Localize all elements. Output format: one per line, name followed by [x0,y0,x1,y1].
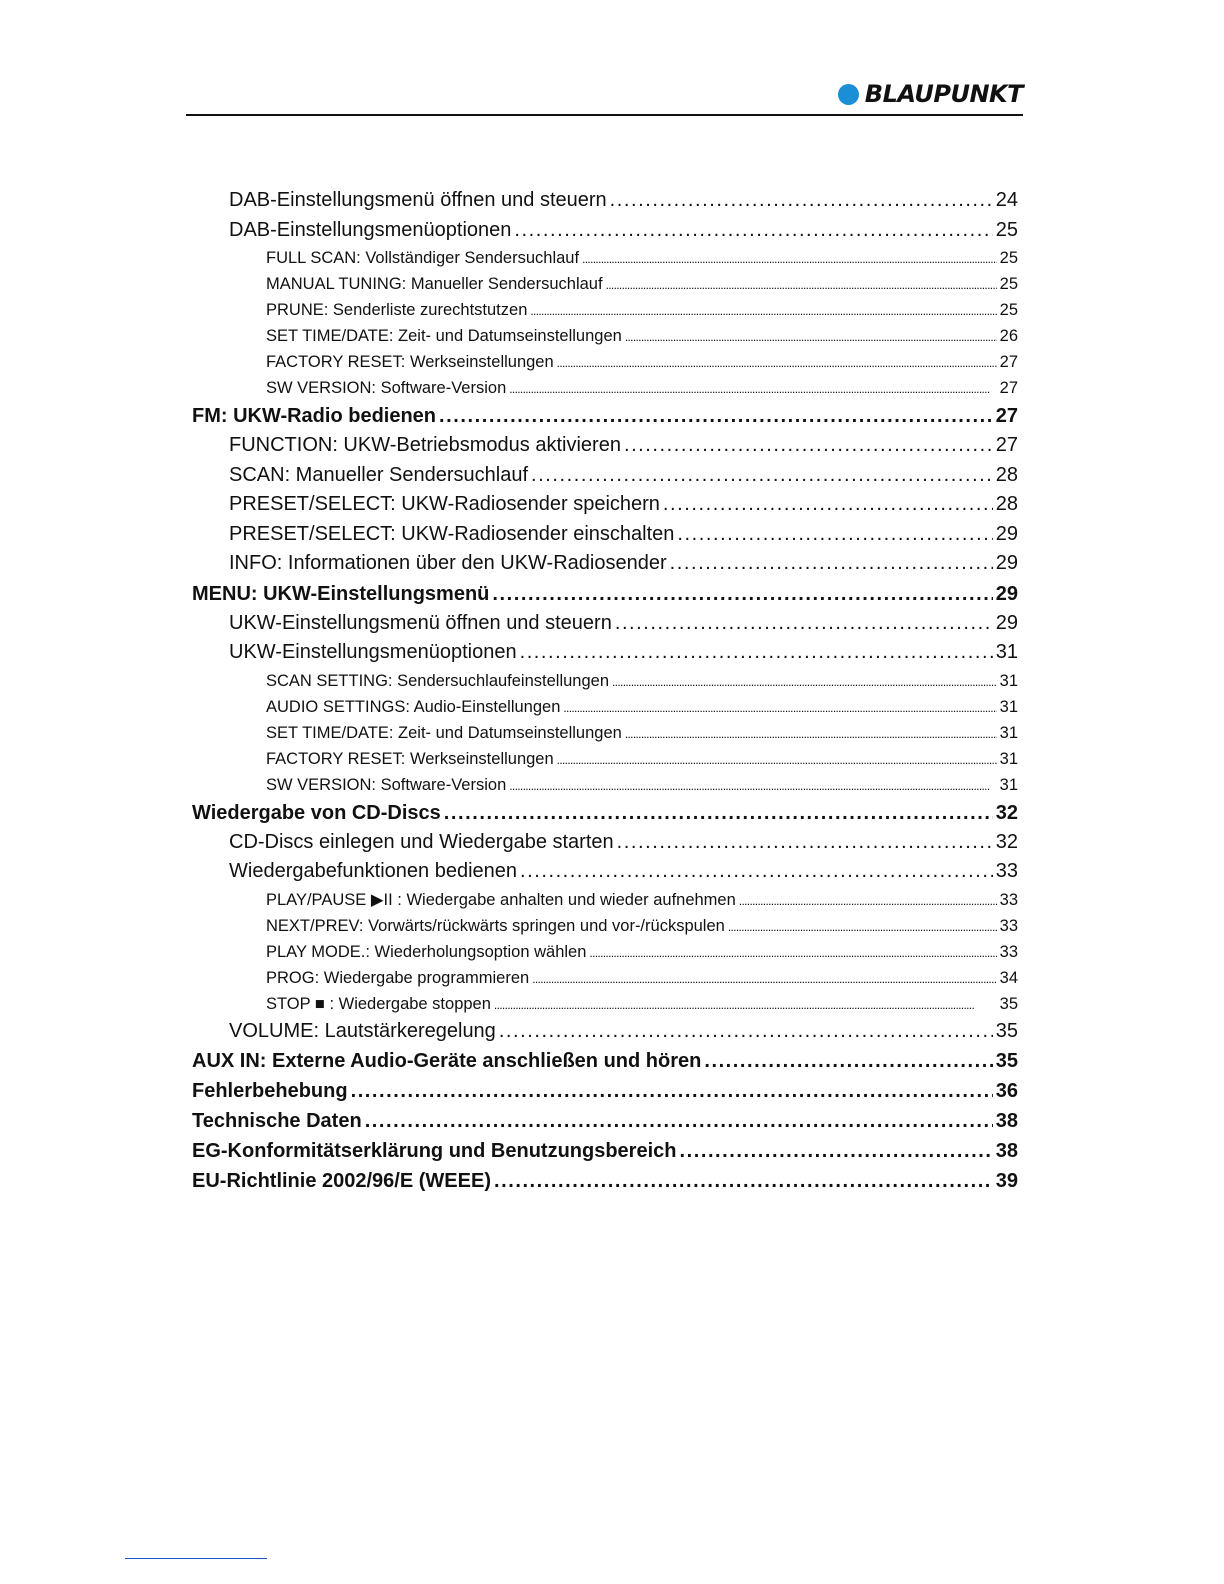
toc-entry[interactable] [192,887,1018,913]
toc-entry[interactable] [192,1166,1018,1196]
toc-leader-dots [351,1076,993,1106]
toc-entry[interactable] [192,1076,1018,1106]
brand-name: BLAUPUNKT [864,80,1023,108]
toc-entry-page: 24 [995,189,1018,211]
toc-entry-page: 25 [999,275,1018,293]
toc-entry-page: 33 [999,890,1018,909]
toc-entry-title: PRESET/SELECT: UKW-Radiosender speichern [229,493,660,515]
toc-entry-title: Fehlerbehebung [192,1080,348,1102]
toc-entry-title: AUX IN: Externe Audio-Geräte anschließen und hören [192,1050,702,1072]
toc-entry-title: SCAN: Manueller Sendersuchlauf [229,463,529,486]
toc-leader-dots [624,431,993,461]
toc-leader-dots [625,324,997,350]
toc-leader-dots [531,461,993,491]
toc-entry[interactable] [192,965,1018,991]
toc-entry[interactable] [192,349,1018,375]
toc-entry[interactable] [192,939,1018,965]
toc-entry-page: 31 [995,641,1018,663]
toc-entry-title: MENU: UKW-Einstellungsmenü [192,582,490,605]
toc-entry-page: 36 [995,1080,1018,1102]
toc-leader-dots [606,272,997,298]
toc-entry[interactable] [192,991,1018,1017]
toc-entry-title: SET TIME/DATE: Zeit- und Datumseinstellungen [266,327,622,345]
toc-entry-page: 25 [995,218,1018,241]
toc-entry[interactable] [192,746,1018,772]
toc-leader-dots [704,1046,992,1076]
toc-entry-title: PLAY MODE.: Wiederholungsoption wählen [266,942,587,961]
toc-entry[interactable] [192,857,1018,887]
toc-entry[interactable] [192,490,1018,520]
toc-leader-dots [532,966,996,992]
toc-entry[interactable] [192,609,1018,639]
toc-leader-dots [612,669,997,695]
toc-entry-title: MANUAL TUNING: Manueller Sendersuchlauf [266,275,603,293]
toc-entry-page: 38 [995,1110,1018,1132]
toc-leader-dots [520,638,993,668]
toc-entry-title: VOLUME: Lautstärkeregelung [229,1019,496,1042]
toc-entry-page: 29 [995,522,1018,545]
toc-entry[interactable] [192,579,1018,609]
toc-leader-dots [494,992,997,1018]
toc-entry-title: NEXT/PREV: Vorwärts/rückwärts springen und vor-/rückspulen [266,916,725,935]
toc-entry[interactable] [192,401,1018,431]
toc-entry[interactable] [192,1046,1018,1076]
toc-entry-title: Wiedergabe von CD-Discs [192,801,441,824]
footer-link-underline [125,1558,267,1559]
toc-entry-page: 29 [995,582,1018,605]
toc-entry-title: CD-Discs einlegen und Wiedergabe starten [229,830,614,853]
toc-entry-page: 35 [995,1019,1018,1042]
toc-entry-page: 35 [999,994,1018,1013]
toc-entry-page: 33 [999,942,1018,961]
toc-entry-title: FULL SCAN: Vollständiger Sendersuchlauf [266,249,580,267]
toc-leader-dots [663,490,993,520]
toc-leader-dots [530,298,996,324]
toc-leader-dots [589,940,996,966]
toc-entry-page: 28 [995,463,1018,486]
toc-leader-dots [494,1166,993,1196]
toc-leader-dots [617,828,993,858]
toc-entry-page: 31 [999,749,1018,768]
toc-leader-dots [615,609,993,639]
toc-leader-dots [563,695,996,721]
toc-entry-title: EG-Konformitätserklärung und Benutzungsbereich [192,1140,677,1162]
toc-entry-title: Technische Daten [192,1110,362,1132]
toc-entry-page: 27 [995,405,1018,427]
toc-entry-title: FUNCTION: UKW-Betriebsmodus aktivieren [229,434,621,456]
toc-entry[interactable] [192,798,1018,828]
toc-leader-dots [679,1136,992,1166]
toc-entry-page: 39 [995,1170,1018,1192]
toc-leader-dots [670,549,993,579]
toc-entry-page: 26 [999,327,1018,345]
toc-entry[interactable] [192,1017,1018,1047]
toc-entry-title: UKW-Einstellungsmenü öffnen und steuern [229,611,612,634]
header-divider [186,114,1023,116]
toc-entry-page: 31 [999,723,1018,742]
toc-entry[interactable] [192,297,1018,323]
toc-entry-title: PLAY/PAUSE ▶II : Wiedergabe anhalten und wieder aufnehmen [266,890,736,909]
toc-entry-page: 38 [995,1140,1018,1162]
toc-entry-title: SW VERSION: Software-Version [266,775,507,794]
toc-leader-dots [444,798,993,828]
toc-entry[interactable] [192,186,1018,216]
toc-entry[interactable] [192,913,1018,939]
toc-leader-dots [439,401,993,431]
toc-entry-title: EU-Richtlinie 2002/96/E (WEEE) [192,1170,491,1192]
toc-entry-page: 25 [999,249,1018,267]
toc-entry[interactable] [192,1106,1018,1136]
toc-leader-dots [557,747,997,773]
toc-leader-dots [514,216,992,246]
toc-entry-title: SET TIME/DATE: Zeit- und Datumseinstellungen [266,723,622,742]
toc-entry-page: 33 [995,860,1018,882]
toc-entry-page: 28 [995,493,1018,515]
toc-entry[interactable] [192,520,1018,550]
toc-entry-title: DAB-Einstellungsmenüoptionen [229,218,512,241]
toc-entry[interactable] [192,245,1018,271]
toc-entry[interactable] [192,828,1018,858]
toc-entry-title: PROG: Wiedergabe programmieren [266,968,530,987]
toc-entry-page: 32 [995,830,1018,853]
toc-entry-title: FM: UKW-Radio bedienen [192,405,437,427]
brand-dot-icon [838,84,859,105]
toc-entry-title: Wiedergabefunktionen bedienen [229,860,517,882]
toc-entry-title: DAB-Einstellungsmenü öffnen und steuern [229,189,607,211]
toc-entry[interactable] [192,271,1018,297]
brand-logo [838,80,1023,108]
toc-entry[interactable] [192,1136,1018,1166]
toc-entry-page: 31 [999,775,1018,794]
toc-entry-page: 25 [999,301,1018,319]
toc-leader-dots [739,888,997,914]
toc-leader-dots [625,721,997,747]
toc-entry-title: FACTORY RESET: Werkseinstellungen [266,749,554,768]
toc-entry-page: 34 [999,968,1018,987]
toc-entry-title: INFO: Informationen über den UKW-Radiosender [229,552,667,574]
toc-entry-title: PRESET/SELECT: UKW-Radiosender einschalten [229,522,675,545]
toc-entry-page: 29 [995,552,1018,574]
table-of-contents [192,186,1018,1196]
toc-entry-title: FACTORY RESET: Werkseinstellungen [266,353,554,371]
toc-entry-title: AUDIO SETTINGS: Audio-Einstellungen [266,697,561,716]
toc-entry-page: 31 [999,671,1018,690]
toc-entry-page: 29 [995,611,1018,634]
toc-entry[interactable] [192,694,1018,720]
toc-leader-dots [509,773,996,799]
toc-entry[interactable] [192,431,1018,461]
toc-leader-dots [728,914,997,940]
toc-entry-page: 27 [999,353,1018,371]
toc-entry[interactable] [192,668,1018,694]
toc-leader-dots [582,246,997,272]
toc-entry-page: 33 [999,916,1018,935]
toc-leader-dots [365,1106,993,1136]
toc-entry-page: 32 [995,801,1018,824]
toc-entry[interactable] [192,216,1018,246]
toc-entry[interactable] [192,323,1018,349]
toc-entry-page: 35 [995,1050,1018,1072]
toc-leader-dots [677,520,992,550]
toc-entry[interactable] [192,375,1018,401]
toc-entry[interactable] [192,720,1018,746]
toc-entry-title: STOP ■ : Wiedergabe stoppen [266,994,491,1013]
toc-entry-title: SCAN SETTING: Sendersuchlaufeinstellungen [266,671,610,690]
toc-leader-dots [520,857,993,887]
toc-entry[interactable] [192,638,1018,668]
toc-entry-page: 27 [999,379,1018,397]
toc-entry-title: PRUNE: Senderliste zurechtstutzen [266,301,528,319]
toc-entry-page: 31 [999,697,1018,716]
toc-entry[interactable] [192,461,1018,491]
toc-leader-dots [610,186,993,216]
toc-leader-dots [557,350,997,376]
toc-leader-dots [492,579,992,609]
toc-leader-dots [499,1017,993,1047]
toc-leader-dots [509,376,996,402]
page-header [186,70,1023,116]
toc-entry-page: 27 [995,434,1018,456]
toc-entry-title: SW VERSION: Software-Version [266,379,507,397]
toc-entry[interactable] [192,772,1018,798]
toc-entry[interactable] [192,549,1018,579]
toc-entry-title: UKW-Einstellungsmenüoptionen [229,641,517,663]
